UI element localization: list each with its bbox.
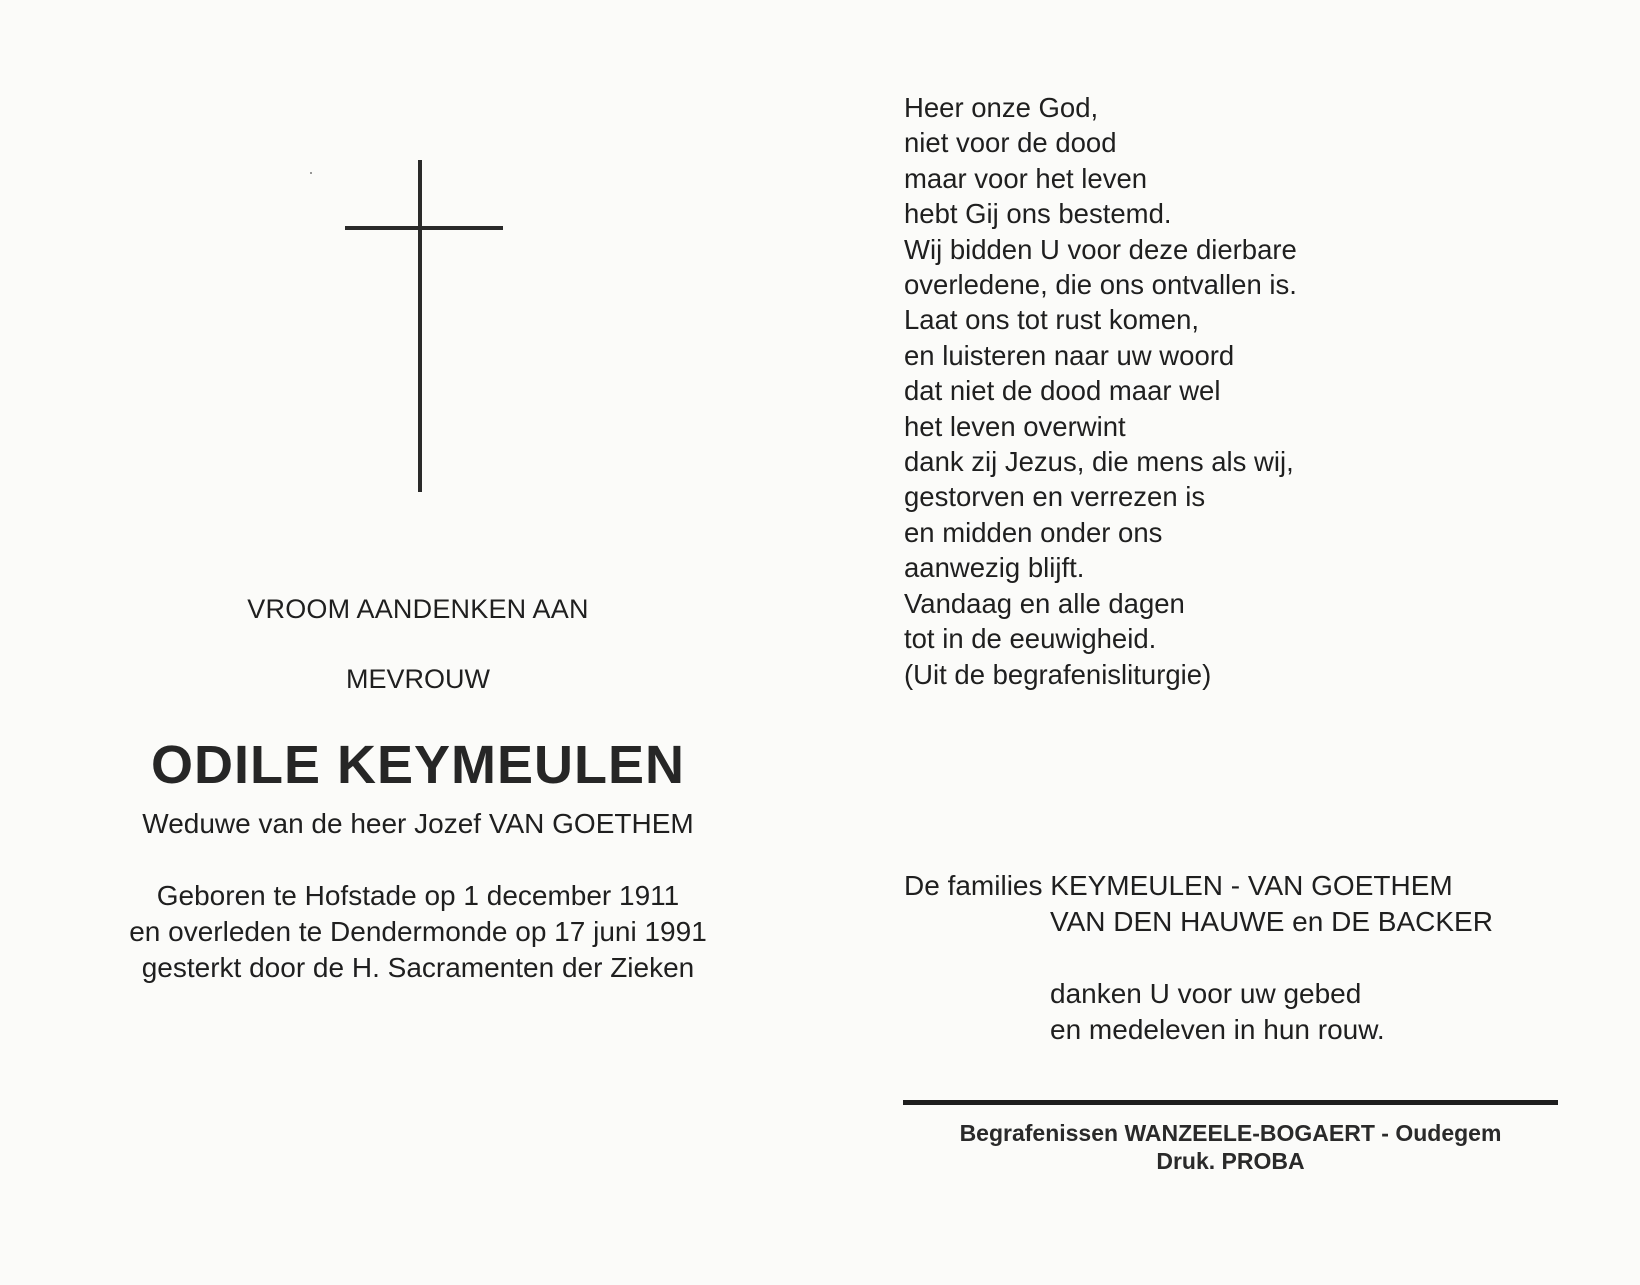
sacraments-line: gesterkt door de H. Sacramenten der Zieken	[141, 952, 695, 983]
deceased-name: ODILE KEYMEULEN	[150, 735, 686, 795]
prayer-line: het leven overwint	[904, 410, 1126, 442]
prayer-line: en luisteren naar uw woord	[904, 339, 1235, 371]
life-details	[0, 878, 836, 986]
paper-speck	[310, 172, 312, 174]
thanks-line: en medeleven in hun rouw.	[1050, 1014, 1385, 1045]
prayer-line: en midden onder ons	[904, 516, 1163, 548]
birth-line: Geboren te Hofstade op 1 december 1911	[156, 880, 680, 911]
prayer-line: aanwezig blijft.	[904, 552, 1085, 584]
prayer-line: maar voor het leven	[904, 162, 1148, 194]
cross-icon	[345, 160, 503, 492]
cross-vertical-bar	[418, 160, 422, 492]
prayer-line: hebt Gij ons bestemd.	[904, 198, 1172, 230]
printer-footer	[903, 1119, 1558, 1175]
prayer-line: niet voor de dood	[904, 127, 1117, 159]
widow-line: Weduwe van de heer Jozef VAN GOETHEM	[142, 808, 694, 839]
thanks-block	[1050, 976, 1385, 1048]
cross-horizontal-bar	[345, 226, 503, 230]
families-line: VAN DEN HAUWE en DE BACKER	[1050, 906, 1493, 937]
thanks-line: danken U voor uw gebed	[1050, 978, 1362, 1009]
death-line: en overleden te Dendermonde op 17 juni 1991	[129, 916, 707, 947]
prayer-line: dat niet de dood maar wel	[904, 375, 1221, 407]
families-line: De families KEYMEULEN - VAN GOETHEM	[904, 870, 1453, 901]
prayer-source: (Uit de begrafenisliturgie)	[904, 658, 1212, 690]
printer-line: Druk. PROBA	[1156, 1148, 1305, 1174]
prayer-line: overledene, die ons ontvallen is.	[904, 269, 1297, 301]
prayer-line: Laat ons tot rust komen,	[904, 304, 1200, 336]
prayer-line: Vandaag en alle dagen	[904, 587, 1185, 619]
honorific-title: MEVROUW	[346, 664, 490, 694]
prayer-text	[904, 90, 1297, 692]
funeral-home-line: Begrafenissen WANZEELE-BOGAERT - Oudegem	[959, 1120, 1502, 1146]
intro-text: VROOM AANDENKEN AAN	[247, 594, 589, 624]
divider-rule	[903, 1100, 1558, 1105]
prayer-line: Heer onze God,	[904, 92, 1099, 123]
families-block	[904, 868, 1493, 940]
prayer-line: tot in de eeuwigheid.	[904, 623, 1157, 655]
prayer-line: dank zij Jezus, die mens als wij,	[904, 446, 1294, 478]
prayer-line: gestorven en verrezen is	[904, 481, 1206, 513]
prayer-line: Wij bidden U voor deze dierbare	[904, 233, 1297, 265]
